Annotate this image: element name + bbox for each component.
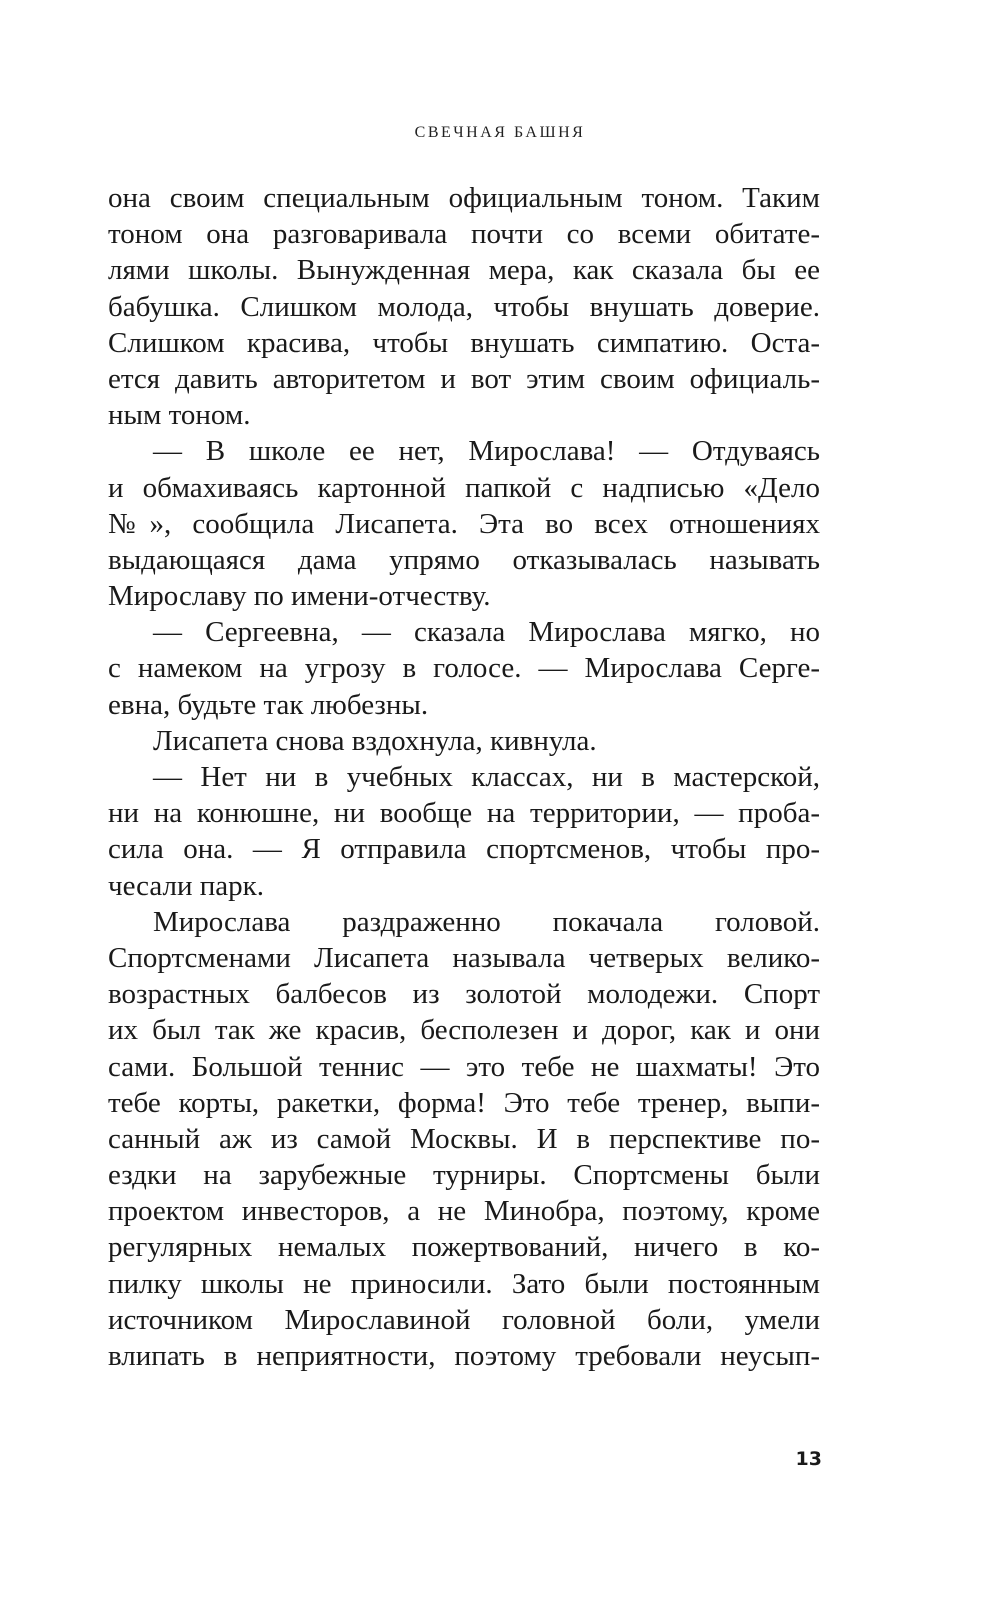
text-line: и обмахиваясь картонной папкой с надписью «Дело xyxy=(108,471,820,504)
text-line: тебе корты, ракетки, форма! Это тебе тренер, выпи- xyxy=(108,1086,820,1119)
page-number: 13 xyxy=(795,1448,822,1470)
text-line: бабушка. Слишком молода, чтобы внушать доверие. xyxy=(108,290,820,323)
text-line: тоном она разговаривала почти со всеми обитате- xyxy=(108,218,820,251)
text-line: ется давить авторитетом и вот этим своим официаль- xyxy=(108,362,820,395)
text-line: Слишком красива, чтобы внушать симпатию. Оста- xyxy=(108,326,820,359)
text-line: Спортсменами Лисапета называла четверых велико- xyxy=(108,941,820,974)
text-line: евна, будьте так любезны. xyxy=(108,688,429,721)
text-line: Мирославу по имени-отчеству. xyxy=(108,580,491,613)
text-line: с намеком на угрозу в голосе. — Мирослава Серге- xyxy=(108,652,820,685)
running-head: СВЕЧНАЯ БАШНЯ xyxy=(414,124,586,141)
text-line: Мирослава раздраженно покачала головой. xyxy=(153,905,820,938)
text-line: возрастных балбесов из золотой молодежи. Спорт xyxy=(108,978,820,1011)
text-line: влипать в неприятности, поэтому требовали неусып- xyxy=(108,1340,820,1372)
text-line: — Нет ни в учебных классах, ни в мастерской, xyxy=(153,761,820,793)
text-line: санный аж из самой Москвы. И в перспективе по- xyxy=(108,1122,820,1155)
text-line: — В школе ее нет, Мирослава! — Отдуваясь xyxy=(153,435,820,468)
body-text xyxy=(108,180,820,1374)
text-line: ездки на зарубежные турниры. Спортсмены были xyxy=(108,1159,820,1192)
text-line: сами. Большой теннис — это тебе не шахматы! Это xyxy=(108,1050,820,1083)
text-line: ни на конюшне, ни вообще на территории, — проба- xyxy=(108,797,820,830)
text-line: №», сообщила Лисапета. Эта во всех отношениях xyxy=(108,507,820,540)
text-line: — Сергеевна, — сказала Мирослава мягко, но xyxy=(153,616,820,649)
text-line: проектом инвесторов, а не Минобра, поэтому, кроме xyxy=(108,1195,820,1228)
text-line: выдающаяся дама упрямо отказывалась называть xyxy=(108,543,820,576)
text-line: Лисапета снова вздохнула, кивнула. xyxy=(153,724,597,757)
text-line: лями школы. Вынужденная мера, как сказала бы ее xyxy=(108,254,820,287)
text-line: ным тоном. xyxy=(108,399,251,432)
text-line: регулярных немалых пожертвований, ничего в ко- xyxy=(108,1231,820,1264)
text-line: чесали парк. xyxy=(108,869,265,902)
text-line: сила она. — Я отправила спортсменов, чтобы про- xyxy=(108,833,820,866)
text-line: пилку школы не приносили. Зато были постоянным xyxy=(108,1267,820,1300)
text-line: их был так же красив, бесполезен и дорог, как и они xyxy=(108,1014,820,1047)
text-line: источником Мирославиной головной боли, умели xyxy=(108,1303,820,1336)
text-line: она своим специальным официальным тоном. Таким xyxy=(108,182,820,214)
